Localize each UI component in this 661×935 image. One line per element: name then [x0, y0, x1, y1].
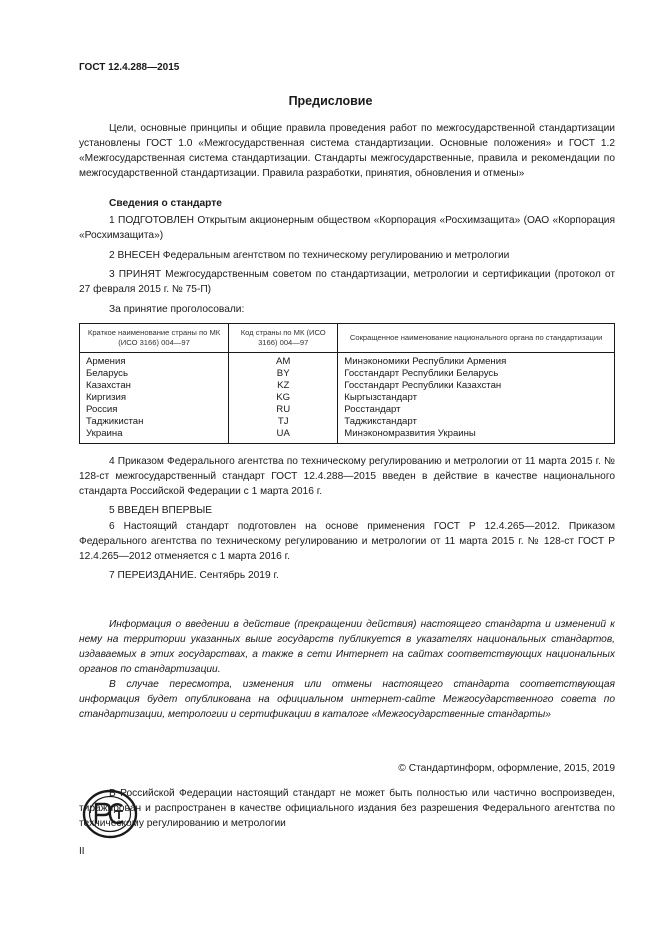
copyright-line: © Стандартинформ, оформление, 2015, 2019	[398, 763, 615, 774]
country-code-cell: TJ	[229, 416, 338, 428]
national-body-cell: Таджикстандарт	[338, 416, 615, 428]
table-row	[80, 404, 615, 416]
table-row	[80, 353, 615, 369]
table-header-row	[80, 324, 615, 353]
revision-note-paragraph: В случае пересмотра, изменения или отмены настоящего стандарта соответствующая информация будет опубликована на официальном интернет-сайте Межгосударственного совета по стандартизации, метрологии и сертификации в каталоге «Межгосударственные стандарты»	[79, 679, 615, 720]
section-title: Сведения о стандарте	[109, 198, 222, 209]
country-code-cell: RU	[229, 404, 338, 416]
national-body-cell: Минэкономразвития Украины	[338, 428, 615, 444]
item-6-paragraph: 6 Настоящий стандарт подготовлен на основе применения ГОСТ Р 12.4.265—2012. Приказом Федерального агентства по техническому регулированию и метрологии от 11 марта 2015 г. № 128-ст ГОСТ Р 12.4.265—2012 отменяется с 1 марта 2016 г.	[79, 521, 615, 562]
item-5-paragraph: 5 ВВЕДЕН ВПЕРВЫЕ	[109, 505, 213, 516]
country-name-cell: Украина	[80, 428, 229, 444]
item-3-paragraph: 3 ПРИНЯТ Межгосударственным советом по стандартизации, метрологии и сертификации (протокол от 27 февраля 2015 г. № 75-П)	[79, 269, 615, 295]
standard-id-header: ГОСТ 12.4.288—2015	[79, 62, 180, 73]
country-name-cell: Таджикистан	[80, 416, 229, 428]
table-row	[80, 428, 615, 444]
intro-paragraph: Цели, основные принципы и общие правила проведения работ по межгосударственной стандартизации установлены ГОСТ 1.0 «Межгосударственная система стандартизации. Основные положения» и ГОСТ 1.2 «Межгосударственная система стандартизации. Стандарты межгосударственные, правила и рекомендации по межгосударственной стандартизации. Правила разработки, принятия, обновления и отмены»	[79, 123, 615, 179]
rights-notice: В Российской Федерации настоящий стандарт не может быть полностью или частично воспроизведен, тиражирован и распространен в качестве официального издания без разрешения Федерального агентства по техническому регулированию и метрологии	[79, 788, 615, 829]
national-body-cell: Минэкономики Республики Армения	[338, 353, 615, 369]
page-title: Предисловие	[288, 94, 373, 108]
item-1-paragraph: 1 ПОДГОТОВЛЕН Открытым акционерным обществом «Корпорация «Росхимзащита» (ОАО «Корпорация «Росхимзащита»)	[79, 215, 615, 241]
item-2-paragraph: 2 ВНЕСЕН Федеральным агентством по техническому регулированию и метрологии	[109, 250, 510, 261]
country-code-cell: KG	[229, 392, 338, 404]
table-row	[80, 416, 615, 428]
country-name-cell: Киргизия	[80, 392, 229, 404]
item-7-paragraph: 7 ПЕРЕИЗДАНИЕ. Сентябрь 2019 г.	[109, 570, 279, 581]
table-row	[80, 368, 615, 380]
table-header-cell: Сокращенное наименование национального органа по стандартизации	[338, 324, 615, 353]
country-code-cell: UA	[229, 428, 338, 444]
country-name-cell: Россия	[80, 404, 229, 416]
voting-table	[79, 323, 615, 444]
country-name-cell: Армения	[80, 353, 229, 369]
national-body-cell: Госстандарт Республики Казахстан	[338, 380, 615, 392]
voted-label: За принятие проголосовали:	[109, 304, 245, 315]
page-number: II	[79, 846, 85, 857]
country-name-cell: Беларусь	[80, 368, 229, 380]
national-body-cell: Госстандарт Республики Беларусь	[338, 368, 615, 380]
country-code-cell: KZ	[229, 380, 338, 392]
item-4-paragraph: 4 Приказом Федерального агентства по техническому регулированию и метрологии от 11 марта 2015 г. № 128-ст межгосударственный стандарт ГОСТ 12.4.288—2015 введен в действие в качестве национального стандарта Российской Федерации с 1 марта 2016 г.	[79, 456, 615, 497]
table-header-cell: Код страны по МК (ИСО 3166) 004—97	[229, 324, 338, 353]
table-row	[80, 380, 615, 392]
country-name-cell: Казахстан	[80, 380, 229, 392]
country-code-cell: BY	[229, 368, 338, 380]
info-note-paragraph: Информация о введении в действие (прекращении действия) настоящего стандарта и изменений к нему на территории указанных выше государств публикуется в указателях национальных стандартов, издаваемых в этих государствах, а также в сети Интернет на сайтах соответствующих национальных органов по стандартизации.	[79, 619, 615, 675]
national-body-cell: Кыргызстандарт	[338, 392, 615, 404]
national-body-cell: Росстандарт	[338, 404, 615, 416]
country-code-cell: AM	[229, 353, 338, 369]
table-row	[80, 392, 615, 404]
table-header-cell: Краткое наименование страны по МК (ИСО 3166) 004—97	[80, 324, 229, 353]
